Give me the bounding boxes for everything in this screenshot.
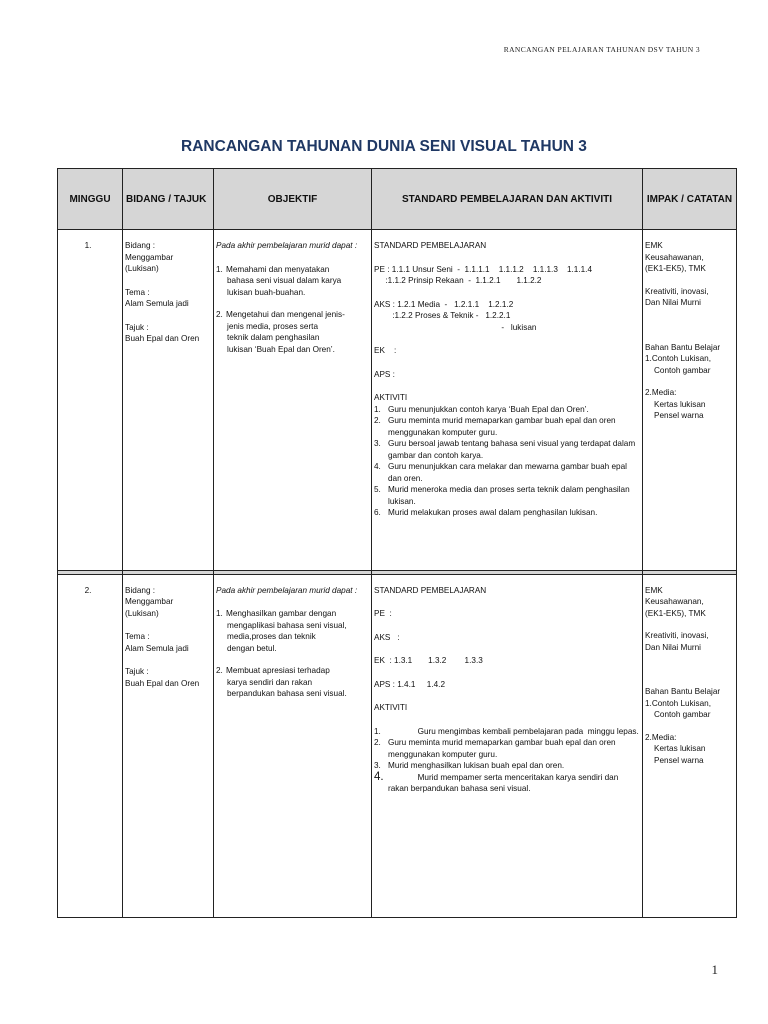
aktiviti-item: 4. Murid mempamer serta menceritakan karya sendiri dan rakan berpandukan bahasa seni visual.	[374, 770, 621, 794]
emk-label: EMK	[645, 585, 663, 595]
objektif-item: 1. Memahami dan menyatakan bahasa seni visual dalam karya lukisan buah-buahan.	[216, 264, 342, 297]
aks-line: - lukisan	[374, 322, 537, 332]
tema-value: Alam Semula jadi	[125, 299, 189, 308]
cell-minggu: 1.	[58, 230, 123, 571]
aktiviti-heading: AKTIVITI	[374, 703, 408, 713]
objektif-item: 1. Menghasilkan gambar dengan mengaplikasi bahasa seni visual, media,proses dan teknik dengan betul.	[216, 609, 347, 653]
bidang-sub: (Lukisan)	[125, 264, 159, 273]
bbb-item: 1.Contoh Lukisan,	[645, 354, 711, 363]
ek-line: EK :	[374, 346, 397, 355]
aktiviti-item: 2. Guru meminta murid memaparkan gambar buah epal dan oren menggunakan komputer guru.	[374, 738, 616, 759]
tajuk-value: Buah Epal dan Oren	[125, 334, 200, 343]
aktiviti-item: 1. Guru menunjukkan contoh karya ‘Buah Epal dan Oren’.	[374, 404, 589, 414]
bidang-label: Bidang :	[125, 241, 156, 250]
bidang-value: Menggambar	[125, 252, 174, 262]
bbb-label: Bahan Bantu Belajar	[645, 687, 721, 697]
objektif-item: 2. Membuat apresiasi terhadap karya sendiri dan rakan berpandukan bahasa seni visual.	[216, 666, 347, 699]
header-bidang: BIDANG / TAJUK	[123, 169, 214, 230]
aktiviti-item: 1. Guru mengimbas kembali pembelajaran pada minggu lepas.	[374, 726, 639, 736]
standard-heading: STANDARD PEMBELAJARAN	[374, 241, 487, 250]
plan-table	[57, 168, 737, 918]
header-standard: STANDARD PEMBELAJARAN DAN AKTIVITI	[372, 169, 643, 230]
aktiviti-item: 5. Murid meneroka media dan proses serta teknik dalam penghasilan lukisan.	[374, 485, 630, 506]
header-impak: IMPAK / CATATAN	[643, 169, 737, 230]
bidang-value: Menggambar	[125, 597, 174, 607]
cell-impak	[643, 574, 737, 917]
kreativiti-text: Kreativiti, inovasi,	[645, 631, 709, 641]
cell-standard	[372, 230, 643, 571]
tema-value: Alam Semula jadi	[125, 643, 189, 653]
tajuk-label: Tajuk :	[125, 667, 149, 677]
aktiviti-item: 6. Murid melakukan proses awal dalam penghasilan lukisan.	[374, 508, 598, 517]
cell-standard	[372, 574, 643, 917]
tema-label: Tema :	[125, 632, 150, 642]
standard-heading: STANDARD PEMBELAJARAN	[374, 585, 487, 595]
aktiviti-item: 3. Guru bersoal jawab tentang bahasa seni visual yang terdapat dalam gambar dan contoh karya.	[374, 439, 636, 460]
tema-label: Tema :	[125, 287, 150, 297]
emk-value: (EK1-EK5), TMK	[645, 608, 706, 618]
bbb-item: 2.Media:	[645, 388, 677, 397]
cell-impak	[643, 230, 737, 571]
pe-line: PE :	[374, 609, 392, 619]
objektif-item: 2. Mengetahui dan mengenal jenis- jenis media, proses serta teknik dalam penghasilan lukisan ‘Buah Epal dan Oren’.	[216, 310, 345, 354]
table-row	[58, 574, 737, 917]
page-title: RANCANGAN TAHUNAN DUNIA SENI VISUAL TAHUN 3	[181, 138, 587, 155]
aktiviti-item: 2. Guru meminta murid memaparkan gambar buah epal dan oren menggunakan komputer guru.	[374, 416, 616, 437]
tajuk-value: Buah Epal dan Oren	[125, 678, 200, 688]
header-objektif: OBJEKTIF	[214, 169, 372, 230]
cell-objektif	[214, 230, 372, 571]
cell-bidang	[123, 230, 214, 571]
emk-value: Keusahawanan,	[645, 597, 704, 607]
bbb-item: Contoh gambar	[654, 365, 711, 375]
objektif-intro: Pada akhir pembelajaran murid dapat :	[216, 585, 358, 595]
aks-line: :1.2.2 Proses & Teknik - 1.2.2.1	[374, 311, 511, 320]
bbb-item: 2.Media:	[645, 732, 677, 742]
bbb-label: Bahan Bantu Belajar	[645, 342, 721, 352]
kreativiti-text: Dan Nilai Murni	[645, 298, 701, 307]
running-header: RANCANGAN PELAJARAN TAHUNAN DSV TAHUN 3	[503, 45, 700, 54]
objektif-intro: Pada akhir pembelajaran murid dapat :	[216, 241, 358, 250]
bbb-item: Kertas lukisan	[654, 744, 706, 754]
cell-objektif	[214, 574, 372, 917]
aks-line: AKS : 1.2.1 Media - 1.2.1.1 1.2.1.2	[374, 299, 514, 309]
table-row	[58, 230, 737, 571]
table-header-row	[58, 169, 737, 230]
emk-value: Keusahawanan,	[645, 252, 704, 262]
ek-line: EK : 1.3.1 1.3.2 1.3.3	[374, 656, 483, 666]
bbb-item: Contoh gambar	[654, 710, 711, 720]
tajuk-label: Tajuk :	[125, 322, 149, 332]
cell-bidang	[123, 574, 214, 917]
bidang-label: Bidang :	[125, 585, 156, 595]
bbb-item: Pensel warna	[654, 411, 704, 420]
page-number: 1	[711, 962, 718, 977]
aktiviti-item: 4. Guru menunjukkan cara melakar dan mewarna gambar buah epal dan oren.	[374, 462, 627, 483]
aks-line: AKS :	[374, 632, 400, 642]
kreativiti-text: Dan Nilai Murni	[645, 642, 701, 652]
header-minggu: MINGGU	[58, 169, 123, 230]
cell-minggu: 2.	[58, 574, 123, 917]
bidang-sub: (Lukisan)	[125, 608, 159, 618]
kreativiti-text: Kreativiti, inovasi,	[645, 286, 709, 296]
aps-line: APS :	[374, 369, 395, 379]
bbb-item: 1.Contoh Lukisan,	[645, 698, 711, 708]
aktiviti-heading: AKTIVITI	[374, 393, 408, 402]
bbb-item: Pensel warna	[654, 755, 704, 765]
emk-value: (EK1-EK5), TMK	[645, 264, 706, 273]
pe-line: :1.1.2 Prinsip Rekaan - 1.1.2.1 1.1.2.2	[374, 276, 542, 285]
aktiviti-item: 3. Murid menghasilkan lukisan buah epal dan oren.	[374, 761, 565, 771]
pe-line: PE : 1.1.1 Unsur Seni - 1.1.1.1 1.1.1.2 1.1.1.3 1.1.1.4	[374, 264, 593, 274]
bbb-item: Kertas lukisan	[654, 399, 706, 409]
emk-label: EMK	[645, 241, 663, 250]
aps-line: APS : 1.4.1 1.4.2	[374, 679, 446, 689]
